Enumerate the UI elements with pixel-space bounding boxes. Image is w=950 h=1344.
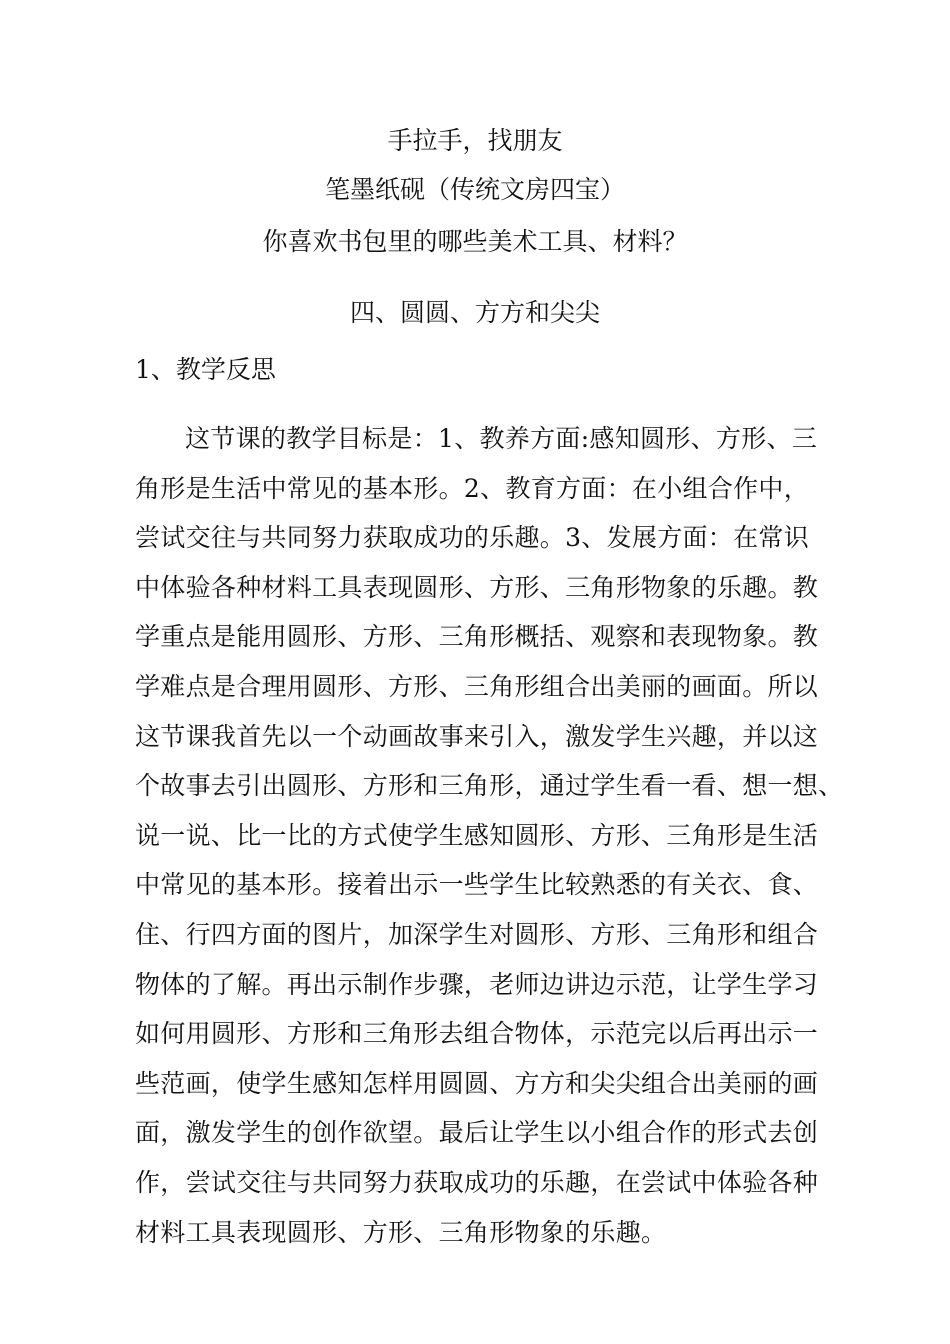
paragraph-line: 物体的了解。再出示制作步骤，老师边讲边示范，让学生学习 — [135, 969, 819, 999]
subheading-reflection: 1、教学反思 — [135, 355, 276, 384]
heading-four-treasures: 笔墨纸砚（传统文房四宝） — [324, 175, 625, 204]
paragraph-line: 学难点是合理用圆形、方形、三角形组合出美丽的画面。所以 — [135, 671, 819, 701]
paragraph-line: 些范画，使学生感知怎样用圆圆、方方和尖尖组合出美丽的画 — [135, 1068, 819, 1098]
paragraph-line: 中体验各种材料工具表现圆形、方形、三角形物象的乐趣。教 — [135, 572, 819, 602]
paragraph-line: 这节课我首先以一个动画故事来引入，激发学生兴趣，并以这 — [135, 721, 819, 751]
paragraph-line: 这节课的教学目标是：1、教养方面:感知圆形、方形、三 — [185, 424, 818, 453]
reflection-paragraph — [135, 422, 845, 1265]
section-title: 四、圆圆、方方和尖尖 — [349, 298, 600, 327]
paragraph-line: 学重点是能用圆形、方形、三角形概括、观察和表现物象。教 — [135, 622, 819, 652]
paragraph-line: 住、行四方面的图片，加深学生对圆形、方形、三角形和组合 — [135, 919, 819, 949]
paragraph-line: 个故事去引出圆形、方形和三角形，通过学生看一看、想一想、 — [135, 771, 844, 801]
paragraph-line: 角形是生活中常见的基本形。2、教育方面：在小组合作中， — [135, 473, 810, 503]
paragraph-line: 中常见的基本形。接着出示一些学生比较熟悉的有关衣、食、 — [135, 870, 819, 900]
heading-question: 你喜欢书包里的哪些美术工具、材料？ — [262, 227, 688, 256]
paragraph-line: 尝试交往与共同努力获取成功的乐趣。3、发展方面：在常识 — [135, 523, 810, 553]
paragraph-line: 说一说、比一比的方式使学生感知圆形、方形、三角形是生活 — [135, 820, 819, 850]
paragraph-line: 如何用圆形、方形和三角形去组合物体，示范完以后再出示一 — [135, 1019, 819, 1049]
paragraph-line: 面，激发学生的创作欲望。最后让学生以小组合作的形式去创 — [135, 1118, 819, 1148]
paragraph-line: 材料工具表现圆形、方形、三角形物象的乐趣。 — [135, 1217, 667, 1247]
heading-hand-in-hand: 手拉手，找朋友 — [387, 126, 563, 155]
paragraph-line: 作，尝试交往与共同努力获取成功的乐趣，在尝试中体验各种 — [135, 1167, 819, 1197]
